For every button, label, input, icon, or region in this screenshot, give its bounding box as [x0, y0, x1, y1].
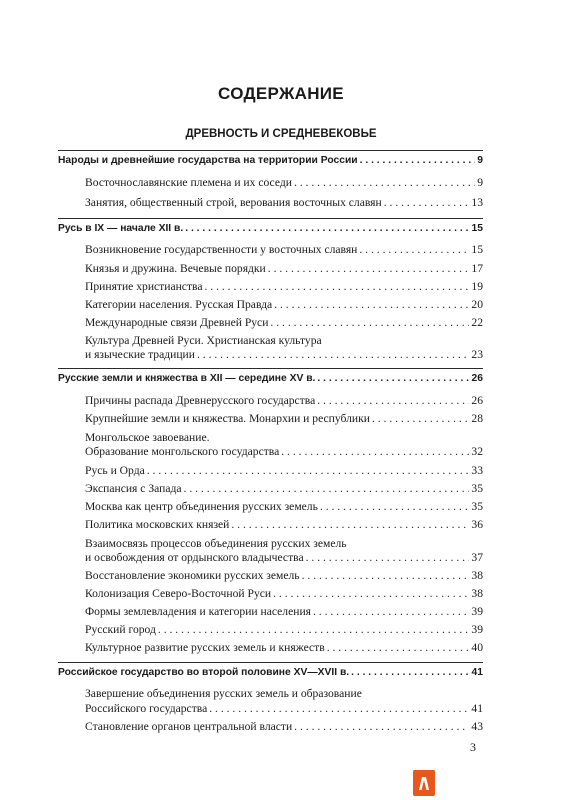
toc-entry-title: Становление органов центральной власти [85, 720, 293, 733]
toc-entry-page: 39 [471, 605, 483, 618]
leader-dots [281, 444, 469, 460]
toc-entry-page: 26 [471, 394, 483, 407]
toc-entry-title: Формы землевладения и категории населения [85, 605, 311, 618]
leader-dots [384, 195, 470, 211]
leader-dots [317, 371, 469, 387]
chapter-divider [58, 662, 483, 663]
leader-dots [302, 568, 470, 584]
toc-entry-title: Русь и Орда [85, 464, 145, 477]
chapter-title: Российское государство во второй половине XV—XVII в. [58, 667, 350, 678]
toc-entry[interactable] [85, 175, 483, 191]
toc-entry-title: Культурное развитие русских земель и княжеств [85, 641, 325, 654]
leader-dots [204, 279, 469, 295]
chapter-page: 41 [471, 667, 483, 678]
chapter-page: 26 [471, 373, 483, 384]
toc-entry-title: и освобождения от ордынского владычества [85, 551, 304, 564]
toc-entry[interactable] [85, 568, 483, 584]
leader-dots [317, 393, 469, 409]
toc-entry-title: Образование монгольского государства [85, 445, 280, 458]
leader-dots [231, 517, 469, 533]
leader-dots [294, 175, 475, 191]
chapter-entry[interactable] [58, 371, 483, 387]
toc-entry[interactable] [85, 499, 483, 515]
toc-entry-title: Международные связи Древней Руси [85, 316, 269, 329]
toc-entry-title-line: Взаимосвязь процессов объединения русских земель [85, 537, 347, 550]
toc-entry-page: 37 [471, 551, 483, 564]
toc-entry-page: 35 [471, 500, 483, 513]
toc-entry[interactable] [85, 411, 483, 427]
toc-entry-title: Восстановление экономики русских земель [85, 569, 300, 582]
toc-entry[interactable] [85, 195, 483, 211]
toc-entry-title: Восточнославянские племена и их соседи [85, 176, 292, 189]
leader-dots [147, 463, 470, 479]
toc-entry-title: Политика московских князей [85, 518, 230, 531]
toc-entry[interactable] [85, 347, 483, 363]
toc-entry[interactable] [85, 393, 483, 409]
toc-entry-title: Князья и дружина. Вечевые порядки [85, 262, 266, 275]
toc-entry[interactable] [85, 261, 483, 277]
leader-dots [313, 604, 469, 620]
leader-dots [184, 481, 470, 497]
chapter-entry[interactable] [58, 153, 483, 169]
toc-entry-title: Москва как центр объединения русских земель [85, 500, 318, 513]
toc-entry-title: Экспансия с Запада [85, 482, 182, 495]
toc-entry-page: 40 [471, 641, 483, 654]
toc-entry-title-line: Культура Древней Руси. Христианская культура [85, 334, 322, 347]
leader-dots [320, 499, 470, 515]
toc-entry-page: 39 [471, 623, 483, 636]
chapter-title: Русские земли и княжества в XII — середине XV в. [58, 373, 316, 384]
toc-entry-page: 20 [471, 298, 483, 311]
leader-dots [306, 550, 470, 566]
leader-dots [372, 411, 469, 427]
toc-entry-page: 19 [471, 280, 483, 293]
toc-entry[interactable] [85, 550, 483, 566]
leader-dots [185, 221, 469, 237]
toc-entry-page: 38 [471, 587, 483, 600]
page-number: 3 [470, 740, 476, 754]
toc-entry[interactable] [85, 242, 483, 258]
toc-entry-title: Причины распада Древнерусского государства [85, 394, 316, 407]
toc-entry[interactable] [85, 297, 483, 313]
leader-dots [351, 665, 469, 681]
toc-entry-title-line: Монгольское завоевание. [85, 431, 210, 444]
toc-entry[interactable] [85, 640, 483, 656]
chapter-title: Народы и древнейшие государства на территории России [58, 155, 358, 166]
toc-entry-title: Возникновение государственности у восточных славян [85, 243, 358, 256]
leader-dots [268, 261, 470, 277]
chapter-page: 9 [477, 155, 483, 166]
toc-entry[interactable] [85, 444, 483, 460]
leader-dots [209, 701, 469, 717]
toc-entry[interactable] [85, 279, 483, 295]
toc-entry-page: 36 [471, 518, 483, 531]
toc-entry-title: Занятия, общественный строй, верования восточных славян [85, 196, 382, 209]
chapter-divider [58, 218, 483, 219]
toc-entry-page: 13 [471, 196, 483, 209]
toc-entry-page: 32 [471, 445, 483, 458]
chapter-entry[interactable] [58, 665, 483, 681]
toc-entry[interactable] [85, 315, 483, 331]
toc-entry-page: 38 [471, 569, 483, 582]
leader-dots [197, 347, 469, 363]
page-title: СОДЕРЖАНИЕ [218, 84, 344, 103]
toc-entry-page: 22 [471, 316, 483, 329]
toc-entry[interactable] [85, 719, 483, 735]
toc-entry-page: 33 [471, 464, 483, 477]
toc-entry-page: 9 [477, 176, 483, 189]
chapter-page: 15 [471, 223, 483, 234]
toc-entry-title: Крупнейшие земли и княжества. Монархии и республики [85, 412, 370, 425]
leader-dots [273, 586, 469, 602]
toc-entry-page: 35 [471, 482, 483, 495]
toc-entry-page: 43 [471, 720, 483, 733]
toc-entry-title: Принятие христианства [85, 280, 203, 293]
leader-dots [360, 153, 476, 169]
toc-entry[interactable] [85, 481, 483, 497]
toc-entry-title: и языческие традиции [85, 348, 195, 361]
chapter-title: Русь в IX — начале XII в. [58, 223, 184, 234]
toc-entry-page: 41 [471, 702, 483, 715]
toc-entry-title: Российского государства [85, 702, 208, 715]
toc-entry[interactable] [85, 586, 483, 602]
publisher-logo-icon [413, 770, 435, 796]
toc-entry-page: 17 [471, 262, 483, 275]
leader-dots [359, 242, 469, 258]
leader-dots [270, 315, 469, 331]
chapter-divider [58, 368, 483, 369]
toc-entry-title: Русский город [85, 623, 156, 636]
toc-entry-title: Категории населения. Русская Правда [85, 298, 273, 311]
toc-entry-page: 23 [471, 348, 483, 361]
toc-entry[interactable] [85, 604, 483, 620]
toc-entry[interactable] [85, 701, 483, 717]
leader-dots [274, 297, 469, 313]
leader-dots [294, 719, 469, 735]
toc-entry-page: 15 [471, 243, 483, 256]
toc-entry[interactable] [85, 463, 483, 479]
toc-entry-page: 28 [471, 412, 483, 425]
leader-dots [327, 640, 470, 656]
chapter-entry[interactable] [58, 221, 483, 237]
toc-entry-title: Колонизация Северо-Восточной Руси [85, 587, 272, 600]
toc-entry[interactable] [85, 517, 483, 533]
toc-entry[interactable] [85, 622, 483, 638]
part-title: ДРЕВНОСТЬ И СРЕДНЕВЕКОВЬЕ [185, 128, 377, 140]
chapter-divider [58, 150, 483, 151]
leader-dots [158, 622, 470, 638]
toc-entry-title-line: Завершение объединения русских земель и образование [85, 687, 362, 700]
